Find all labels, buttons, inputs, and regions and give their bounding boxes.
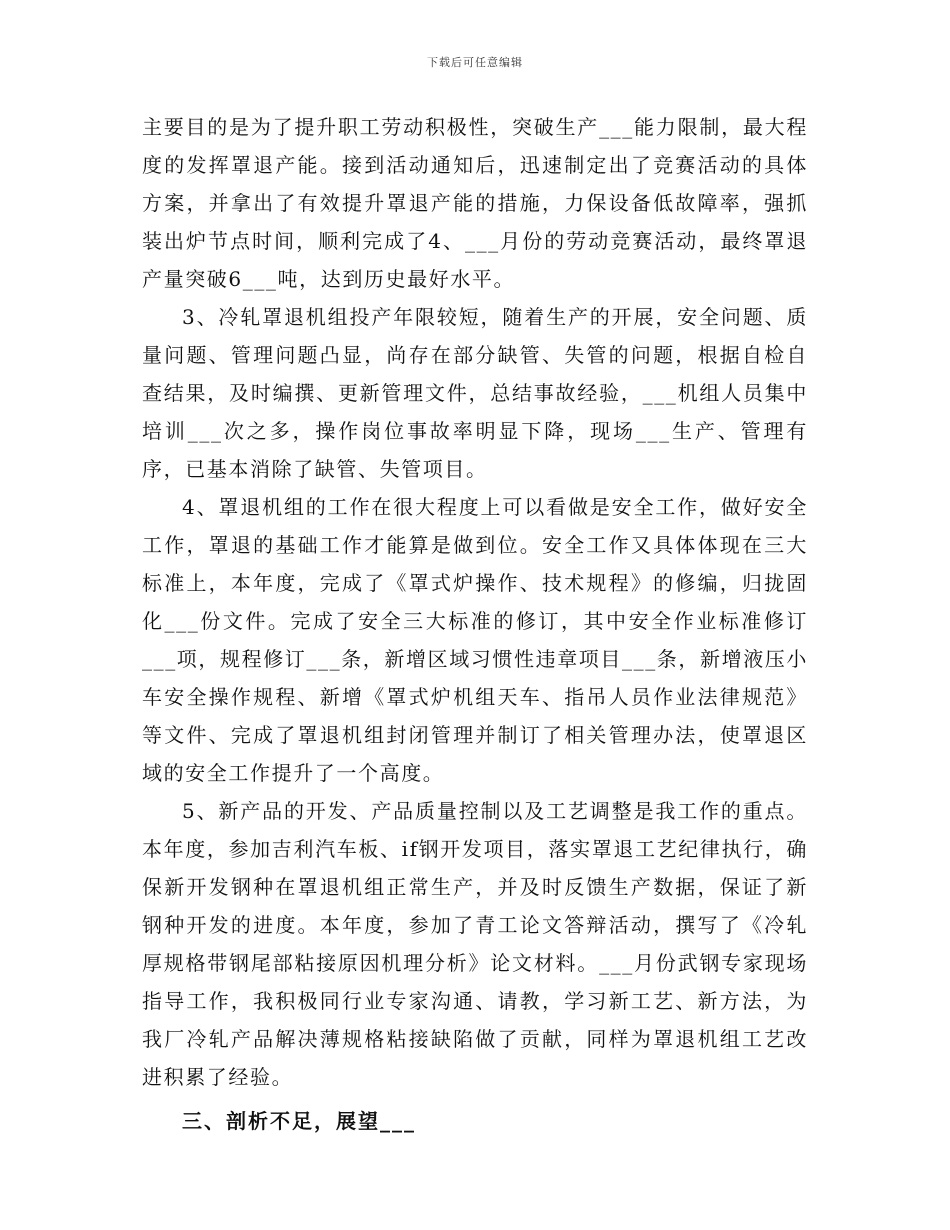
paragraph-item-5: 5、新产品的开发、产品质量控制以及工艺调整是我工作的重点。本年度，参加吉利汽车板、if钢开发项目，落实罩退工艺纪律执行，确保新开发钢种在罩退机组正常生产，并及时反馈生产数据，保证了新钢种开发的进度。本年度，参加了青工论文答辩活动，撰写了《冷轧厚规格带钢尾部粘接原因机理分析》论文材料。___月份武钢专家现场指导工作，我积极同行业专家沟通、请教，学习新工艺、新方法，为我厂冷轧产品解决薄规格粘接缺陷做了贡献，同样为罩退机组工艺改进积累了经验。 [142, 799, 808, 1089]
paragraph-continuation: 主要目的是为了提升职工劳动积极性，突破生产___能力限制，最大程度的发挥罩退产能。接到活动通知后，迅速制定出了竞赛活动的具体方案，并拿出了有效提升罩退产能的措施，力保设备低故障率，强抓装出炉节点时间，顺利完成了4、___月份的劳动竞赛活动，最终罩退产量突破6___吨，达到历史最好水平。 [142, 115, 808, 291]
page-header-note: 下载后可任意编辑 [427, 56, 523, 69]
paragraph-item-4: 4、罩退机组的工作在很大程度上可以看做是安全工作，做好安全工作，罩退的基础工作才能算是做到位。安全工作又具体体现在三大标准上，本年度，完成了《罩式炉操作、技术规程》的修编，归拢固化___份文件。完成了安全三大标准的修订，其中安全作业标准修订___项，规程修订___条，新增区域习惯性违章项目___条，新增液压小车安全操作规程、新增《罩式炉机组天车、指吊人员作业法律规范》等文件、完成了罩退机组封闭管理并制订了相关管理办法，使罩退区域的安全工作提升了一个高度。 [142, 495, 808, 785]
paragraph-item-3: 3、冷轧罩退机组投产年限较短，随着生产的开展，安全问题、质量问题、管理问题凸显，尚存在部分缺管、失管的问题，根据自检自查结果，及时编撰、更新管理文件，总结事故经验，___机组人员集中培训___次之多，操作岗位事故率明显下降，现场___生产、管理有序，已基本消除了缺管、失管项目。 [142, 305, 808, 481]
document-body [142, 108, 808, 1142]
section-heading: 三、剖析不足，展望___ [182, 1109, 416, 1133]
